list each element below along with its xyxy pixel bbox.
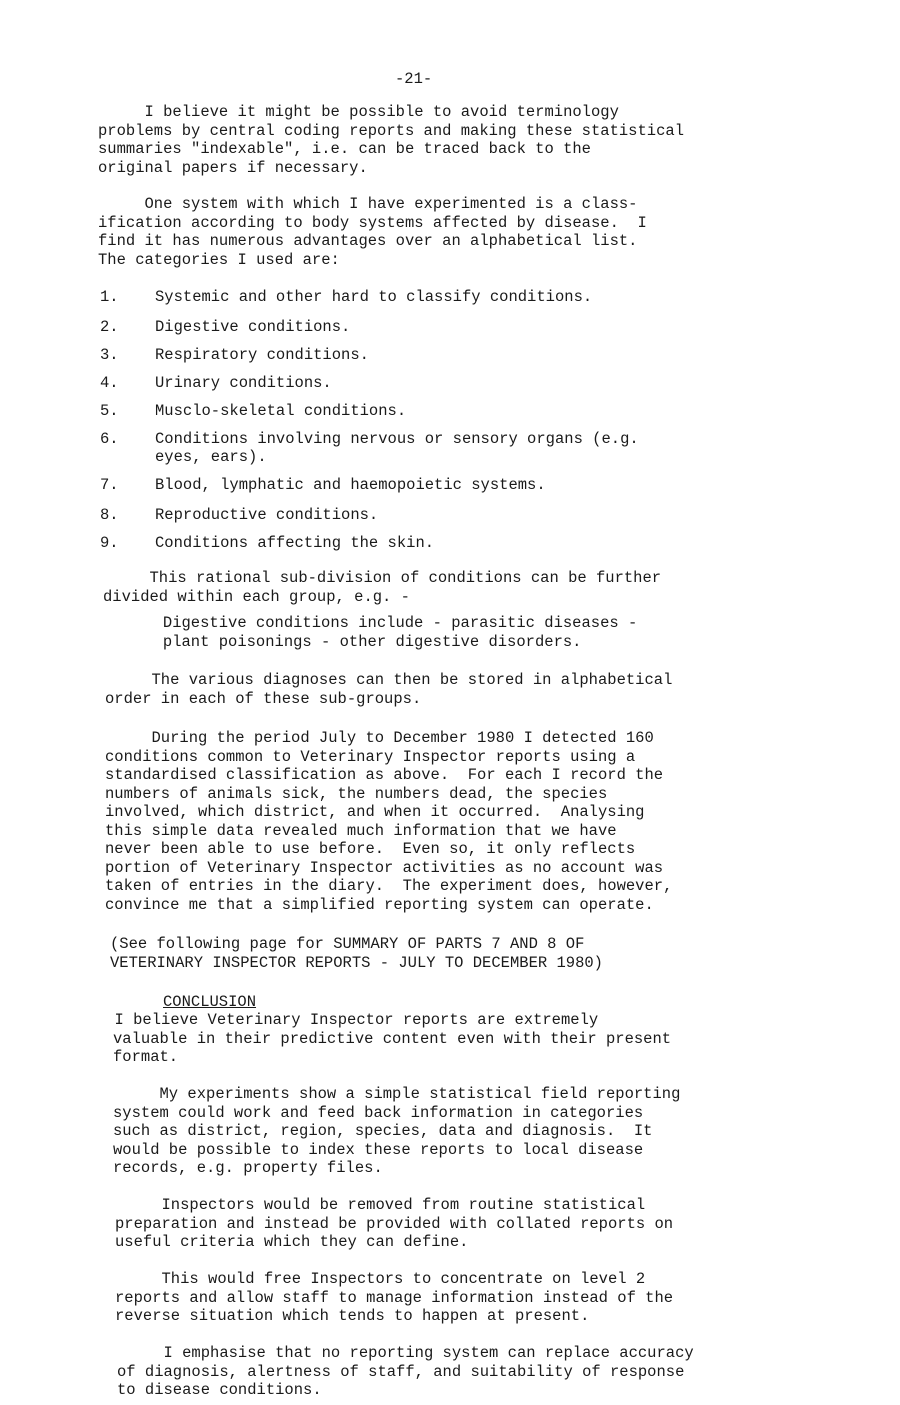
list-item-number: 1. (100, 288, 119, 306)
text-line: My experiments show a simple statistical field reporting (113, 1085, 681, 1103)
text-line: During the period July to December 1980 I detected 160 (105, 729, 654, 747)
text-line: standardised classification as above. For each I record the (105, 766, 664, 784)
text-line: this simple data revealed much information that we have (105, 821, 617, 840)
list-item-number: 9. (100, 534, 119, 552)
list-item-text: Systemic and other hard to classify conditions. (155, 288, 593, 306)
text-line: I believe it might be possible to avoid terminology (98, 103, 619, 121)
text-line: This rational sub-division of conditions can be further (103, 569, 662, 587)
list-item-number: 8. (100, 506, 119, 524)
paragraph-subdivision (103, 569, 793, 606)
text-line: The categories I used are: (98, 250, 340, 269)
paragraph-conclusion-1 (68, 1011, 803, 1067)
list-item-text: Urinary conditions. (155, 374, 332, 392)
text-line: original papers if necessary. (98, 158, 368, 177)
list-item-number: 3. (100, 346, 119, 364)
conclusion-heading: CONCLUSION (163, 993, 257, 1011)
paragraph-see-following (110, 935, 800, 972)
text-line: taken of entries in the diary. The experiment does, however, (105, 877, 673, 895)
text-line: Inspectors would be removed from routine statistical (115, 1196, 646, 1214)
text-line: numbers of animals sick, the numbers dead, the species (105, 784, 608, 803)
paragraph-classification (98, 195, 788, 269)
list-item-number: 2. (100, 318, 119, 336)
text-line: ification according to body systems affected by disease. I (98, 213, 647, 232)
text-line: conditions common to Veterinary Inspector reports using a (105, 747, 636, 766)
text-line: system could work and feed back information in categories (113, 1103, 644, 1122)
list-item-number: 7. (100, 476, 119, 494)
list-item-text: Respiratory conditions. (155, 346, 369, 364)
text-line: would be possible to index these reports to local disease (113, 1140, 644, 1159)
text-line: One system with which I have experimented is a class- (98, 195, 638, 213)
list-item-number: 6. (100, 430, 119, 448)
list-item-text: Blood, lymphatic and haemopoietic systems. (155, 476, 546, 494)
text-line: order in each of these sub-groups. (105, 689, 422, 708)
text-line: find it has numerous advantages over an alphabetical list. (98, 232, 638, 250)
text-line: VETERINARY INSPECTOR REPORTS - JULY TO DECEMBER 1980) (110, 953, 603, 972)
text-line: useful criteria which they can define. (115, 1233, 469, 1251)
list-item-number: 4. (100, 374, 119, 392)
text-line: summaries "indexable", i.e. can be traced back to the (98, 140, 591, 158)
paragraph-example (135, 614, 825, 651)
text-line: reports and allow staff to manage information instead of the (115, 1288, 674, 1307)
paragraph-conclusion-3 (115, 1196, 805, 1252)
paragraph-experiment (105, 729, 795, 914)
list-item-text: Musclo-skeletal conditions. (155, 402, 407, 420)
text-line: valuable in their predictive content even with their present (113, 1029, 672, 1048)
text-line: I believe Veterinary Inspector reports are extremely (68, 1011, 599, 1029)
paragraph-diagnoses (105, 671, 795, 708)
text-line: such as district, region, species, data and diagnosis. It (113, 1122, 653, 1140)
text-line: (See following page for SUMMARY OF PARTS 7 AND 8 OF (110, 935, 585, 953)
text-line: preparation and instead be provided with collated reports on (115, 1214, 674, 1233)
text-line: I emphasise that no reporting system can replace accuracy (117, 1344, 694, 1362)
list-item-text: Digestive conditions. (155, 318, 351, 336)
paragraph-conclusion-2 (113, 1085, 803, 1178)
page-number: -21- (395, 70, 433, 88)
list-item-number: 5. (100, 402, 119, 420)
paragraph-terminology (98, 103, 788, 177)
paragraph-conclusion-5 (117, 1344, 807, 1400)
list-item-text: Conditions involving nervous or sensory organs (e.g. (155, 430, 639, 448)
text-line: This would free Inspectors to concentrate on level 2 (115, 1270, 646, 1288)
text-line: problems by central coding reports and making these statistical (98, 121, 684, 140)
list-item-text: eyes, ears). (155, 448, 267, 466)
text-line: convince me that a simplified reporting system can operate. (105, 895, 654, 914)
list-item-text: Conditions affecting the skin. (155, 534, 435, 552)
text-line: of diagnosis, alertness of staff, and suitability of response (117, 1362, 685, 1381)
text-line: plant poisonings - other digestive disorders. (135, 632, 582, 651)
list-item-text: Reproductive conditions. (155, 506, 379, 524)
paragraph-conclusion-4 (115, 1270, 805, 1326)
text-line: format. (113, 1048, 179, 1066)
text-line: involved, which district, and when it occurred. Analysing (105, 803, 645, 821)
text-line: reverse situation which tends to happen at present. (115, 1307, 590, 1325)
text-line: never been able to use before. Even so, it only reflects (105, 840, 636, 858)
text-line: divided within each group, e.g. - (103, 587, 410, 606)
text-line: The various diagnoses can then be stored in alphabetical (105, 671, 673, 689)
text-line: portion of Veterinary Inspector activities as no account was (105, 858, 664, 877)
text-line: to disease conditions. (117, 1381, 322, 1399)
text-line: records, e.g. property files. (113, 1159, 383, 1177)
text-line: Digestive conditions include - parasitic diseases - (135, 614, 638, 632)
